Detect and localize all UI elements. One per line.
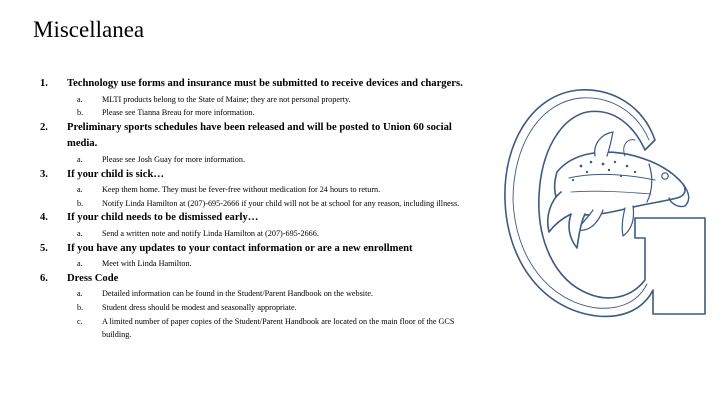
item-text: Dress Code bbox=[67, 272, 119, 284]
item-text: If your child is sick… bbox=[67, 168, 164, 180]
sub-item bbox=[40, 153, 480, 167]
miscellanea-list bbox=[40, 76, 480, 342]
sub-item-text: Detailed information can be found in the Student/Parent Handbook on the website. bbox=[102, 289, 374, 299]
letter-g-salmon-logo-icon bbox=[485, 68, 710, 330]
sub-item-letter: a. bbox=[77, 259, 83, 269]
sub-item-letter: a. bbox=[77, 228, 83, 238]
sub-item-letter: b. bbox=[77, 108, 84, 118]
sub-item-text: Please see Josh Guay for more information. bbox=[102, 154, 246, 164]
sub-item-text: Send a written note and notify Linda Hamilton at (207)-695-2666. bbox=[102, 228, 319, 238]
sub-list bbox=[40, 287, 480, 341]
list-item bbox=[40, 241, 480, 271]
sub-item bbox=[40, 287, 480, 301]
list-item bbox=[40, 76, 480, 120]
sub-item-text: MLTI products belong to the State of Maine; they are not personal property. bbox=[102, 94, 351, 104]
sub-item-letter: c. bbox=[77, 316, 83, 326]
sub-list bbox=[40, 227, 480, 241]
item-number: 3. bbox=[40, 168, 48, 180]
item-number: 5. bbox=[40, 242, 48, 254]
sub-item bbox=[40, 93, 480, 107]
list-item bbox=[40, 210, 480, 240]
sub-item-letter: b. bbox=[77, 198, 84, 208]
item-text: Preliminary sports schedules have been released and will be posted to Union 60 social media. bbox=[67, 121, 452, 150]
sub-list bbox=[40, 93, 480, 120]
item-text: If you have any updates to your contact information or are a new enrollment bbox=[67, 242, 413, 254]
item-number: 2. bbox=[40, 121, 48, 133]
sub-item bbox=[40, 315, 480, 342]
slide-title: Miscellanea bbox=[33, 17, 145, 42]
sub-item-text: A limited number of paper copies of the Student/Parent Handbook are located on the main floor of the GCS building. bbox=[102, 316, 455, 340]
sub-item bbox=[40, 106, 480, 120]
sub-item-text: Student dress should be modest and seasonally appropriate. bbox=[102, 302, 297, 312]
sub-list bbox=[40, 153, 480, 167]
list-item bbox=[40, 271, 480, 342]
sub-list bbox=[40, 183, 480, 210]
sub-item bbox=[40, 183, 480, 197]
item-number: 6. bbox=[40, 272, 48, 284]
sub-item-text: Notify Linda Hamilton at (207)-695-2666 if your child will not be at school for any reason, including illness. bbox=[102, 198, 460, 208]
item-number: 4. bbox=[40, 212, 48, 224]
sub-item bbox=[40, 227, 480, 241]
list-item bbox=[40, 120, 480, 167]
sub-item-text: Meet with Linda Hamilton. bbox=[102, 259, 192, 269]
sub-item-letter: a. bbox=[77, 154, 83, 164]
sub-item-letter: b. bbox=[77, 302, 84, 312]
item-number: 1. bbox=[40, 78, 48, 89]
sub-item-letter: a. bbox=[77, 94, 83, 104]
list-item bbox=[40, 167, 480, 211]
item-text: If your child needs to be dismissed early… bbox=[67, 212, 259, 224]
sub-list bbox=[40, 257, 480, 271]
sub-item-letter: a. bbox=[77, 289, 83, 299]
sub-item-text: Please see Tianna Breau for more information. bbox=[102, 108, 255, 118]
sub-item bbox=[40, 197, 480, 211]
sub-item-text: Keep them home. They must be fever-free without medication for 24 hours to return. bbox=[102, 185, 381, 195]
item-text: Technology use forms and insurance must be submitted to receive devices and chargers. bbox=[67, 78, 463, 89]
sub-item bbox=[40, 301, 480, 315]
sub-item bbox=[40, 257, 480, 271]
sub-item-letter: a. bbox=[77, 185, 83, 195]
